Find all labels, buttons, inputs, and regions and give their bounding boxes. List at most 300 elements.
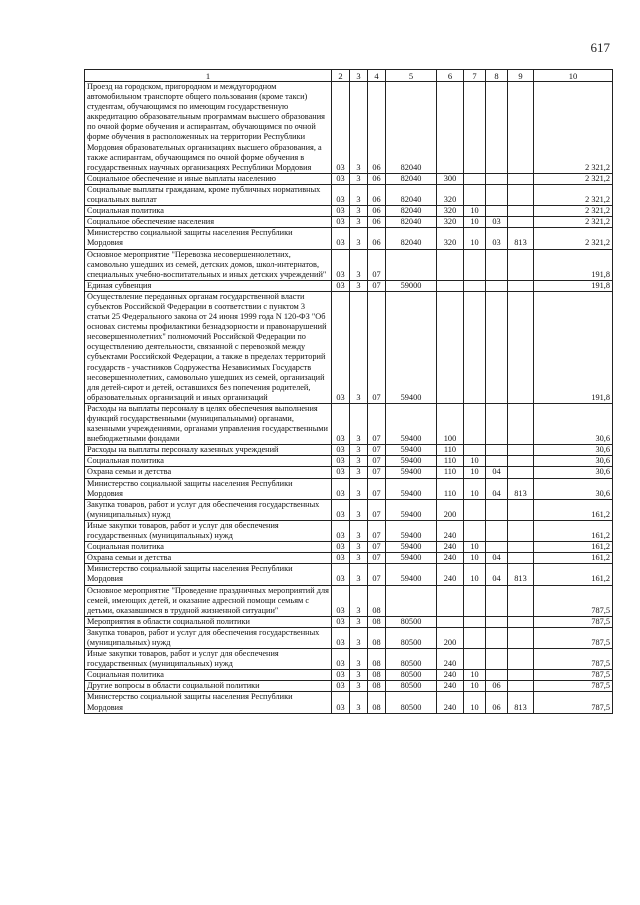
subprogram-code-cell: 3: [350, 553, 368, 564]
table-row: [85, 184, 613, 205]
activity-code-cell: 07: [368, 291, 386, 403]
section-cell: 10: [464, 670, 486, 681]
column-header: 5: [386, 70, 437, 82]
expense-type-cell: 320: [437, 217, 464, 228]
table-row: [85, 542, 613, 553]
section-cell: 10: [464, 478, 486, 499]
row-name-cell: Единая субвенция: [85, 280, 332, 291]
ministry-code-cell: 813: [508, 228, 534, 249]
expense-type-cell: 240: [437, 649, 464, 670]
subprogram-code-cell: 3: [350, 249, 368, 280]
subsection-cell: [486, 616, 508, 627]
subprogram-code-cell: 3: [350, 585, 368, 616]
subsection-cell: 06: [486, 681, 508, 692]
direction-code-cell: 80500: [386, 670, 437, 681]
expense-type-cell: 110: [437, 467, 464, 478]
section-code-cell: 03: [332, 520, 350, 541]
section-cell: [464, 403, 486, 444]
activity-code-cell: 08: [368, 681, 386, 692]
section-cell: [464, 291, 486, 403]
amount-cell: 30,6: [534, 478, 613, 499]
ministry-code-cell: [508, 499, 534, 520]
amount-cell: 787,5: [534, 616, 613, 627]
row-name-cell: Закупка товаров, работ и услуг для обеспечения государственных (муниципальных) нужд: [85, 499, 332, 520]
amount-cell: 30,6: [534, 456, 613, 467]
amount-cell: 161,2: [534, 564, 613, 585]
subsection-cell: [486, 585, 508, 616]
row-name-cell: Министерство социальной защиты населения Республики Мордовия: [85, 228, 332, 249]
section-cell: [464, 520, 486, 541]
expense-type-cell: [437, 249, 464, 280]
table-row: [85, 627, 613, 648]
row-name-cell: Расходы на выплаты персоналу в целях обеспечения выполнения функций государственными (муниципальными) органами, казенными учреждениями, органами управления государственными внебюджетными фондами: [85, 403, 332, 444]
ministry-code-cell: [508, 670, 534, 681]
expense-type-cell: [437, 280, 464, 291]
amount-cell: 787,5: [534, 681, 613, 692]
activity-code-cell: 08: [368, 627, 386, 648]
activity-code-cell: 07: [368, 553, 386, 564]
ministry-code-cell: [508, 649, 534, 670]
section-code-cell: 03: [332, 499, 350, 520]
section-code-cell: 03: [332, 249, 350, 280]
column-header: 1: [85, 70, 332, 82]
subsection-cell: [486, 627, 508, 648]
section-code-cell: 03: [332, 616, 350, 627]
subprogram-code-cell: 3: [350, 456, 368, 467]
expense-type-cell: 100: [437, 403, 464, 444]
column-header: 10: [534, 70, 613, 82]
activity-code-cell: 06: [368, 82, 386, 174]
expense-type-cell: [437, 82, 464, 174]
expense-type-cell: [437, 585, 464, 616]
direction-code-cell: 59400: [386, 456, 437, 467]
direction-code-cell: 59400: [386, 542, 437, 553]
row-name-cell: Иные закупки товаров, работ и услуг для обеспечения государственных (муниципальных) нужд: [85, 520, 332, 541]
activity-code-cell: 07: [368, 542, 386, 553]
ministry-code-cell: [508, 681, 534, 692]
amount-cell: 161,2: [534, 542, 613, 553]
ministry-code-cell: [508, 467, 534, 478]
expense-type-cell: 320: [437, 206, 464, 217]
section-cell: 10: [464, 217, 486, 228]
section-code-cell: 03: [332, 403, 350, 444]
amount-cell: 787,5: [534, 585, 613, 616]
row-name-cell: Охрана семьи и детства: [85, 553, 332, 564]
section-code-cell: 03: [332, 670, 350, 681]
direction-code-cell: 59400: [386, 467, 437, 478]
amount-cell: 161,2: [534, 520, 613, 541]
direction-code-cell: [386, 249, 437, 280]
amount-cell: 30,6: [534, 467, 613, 478]
ministry-code-cell: [508, 445, 534, 456]
activity-code-cell: 06: [368, 228, 386, 249]
ministry-code-cell: [508, 553, 534, 564]
section-code-cell: 03: [332, 280, 350, 291]
subprogram-code-cell: 3: [350, 616, 368, 627]
direction-code-cell: 59400: [386, 499, 437, 520]
section-cell: 10: [464, 456, 486, 467]
table-row: [85, 173, 613, 184]
ministry-code-cell: [508, 82, 534, 174]
amount-cell: 161,2: [534, 553, 613, 564]
row-name-cell: Социальное обеспечение и иные выплаты населению: [85, 173, 332, 184]
expense-type-cell: 200: [437, 499, 464, 520]
amount-cell: 191,8: [534, 291, 613, 403]
table-row: [85, 249, 613, 280]
table-row: [85, 403, 613, 444]
section-code-cell: 03: [332, 478, 350, 499]
direction-code-cell: 80500: [386, 681, 437, 692]
expense-type-cell: 110: [437, 445, 464, 456]
section-cell: [464, 649, 486, 670]
activity-code-cell: 08: [368, 585, 386, 616]
row-name-cell: Основное мероприятие "Проведение праздничных мероприятий для семей, имеющих детей, и оказание адресной помощи семьям с детьми, оказавшимся в трудной жизненной ситуации": [85, 585, 332, 616]
amount-cell: 2 321,2: [534, 217, 613, 228]
activity-code-cell: 06: [368, 206, 386, 217]
subsection-cell: 04: [486, 478, 508, 499]
section-code-cell: 03: [332, 217, 350, 228]
column-header: 4: [368, 70, 386, 82]
direction-code-cell: 59400: [386, 478, 437, 499]
subprogram-code-cell: 3: [350, 206, 368, 217]
activity-code-cell: 08: [368, 616, 386, 627]
expense-type-cell: 240: [437, 670, 464, 681]
table-row: [85, 478, 613, 499]
subprogram-code-cell: 3: [350, 280, 368, 291]
subsection-cell: 06: [486, 692, 508, 713]
activity-code-cell: 07: [368, 280, 386, 291]
subprogram-code-cell: 3: [350, 173, 368, 184]
ministry-code-cell: [508, 291, 534, 403]
subprogram-code-cell: 3: [350, 403, 368, 444]
section-cell: [464, 445, 486, 456]
section-code-cell: 03: [332, 173, 350, 184]
row-name-cell: Проезд на городском, пригородном и междугородном автомобильном транспорте общего пользования (кроме такси) студентам, обучающимся по имеющим государственную аккредитацию образовательным программам высшего образования по очной форме обучения и аспирантам, обучающимся по очной форме обучения в расположенных на территории Республики Мордовия образовательных организациях высшего образования, а также аспирантам, обучающимся по очной форме обучения в государственных научных организациях Республики Мордовия: [85, 82, 332, 174]
ministry-code-cell: [508, 206, 534, 217]
amount-cell: 30,6: [534, 403, 613, 444]
section-code-cell: 03: [332, 184, 350, 205]
budget-table: [84, 69, 613, 714]
direction-code-cell: 82040: [386, 82, 437, 174]
expense-type-cell: 240: [437, 520, 464, 541]
section-cell: [464, 499, 486, 520]
table-row: [85, 499, 613, 520]
activity-code-cell: 06: [368, 184, 386, 205]
row-name-cell: Иные закупки товаров, работ и услуг для обеспечения государственных (муниципальных) нужд: [85, 649, 332, 670]
expense-type-cell: 300: [437, 173, 464, 184]
table-row: [85, 228, 613, 249]
table-header-row: [85, 70, 613, 82]
subprogram-code-cell: 3: [350, 82, 368, 174]
section-cell: [464, 184, 486, 205]
subprogram-code-cell: 3: [350, 542, 368, 553]
section-code-cell: 03: [332, 82, 350, 174]
subprogram-code-cell: 3: [350, 291, 368, 403]
amount-cell: 2 321,2: [534, 173, 613, 184]
section-code-cell: 03: [332, 649, 350, 670]
table-row: [85, 280, 613, 291]
subsection-cell: [486, 206, 508, 217]
row-name-cell: Социальная политика: [85, 206, 332, 217]
row-name-cell: Охрана семьи и детства: [85, 467, 332, 478]
subsection-cell: [486, 82, 508, 174]
subprogram-code-cell: 3: [350, 520, 368, 541]
ministry-code-cell: [508, 627, 534, 648]
activity-code-cell: 07: [368, 499, 386, 520]
subsection-cell: 04: [486, 467, 508, 478]
section-code-cell: 03: [332, 564, 350, 585]
activity-code-cell: 06: [368, 173, 386, 184]
row-name-cell: Расходы на выплаты персоналу казенных учреждений: [85, 445, 332, 456]
row-name-cell: Министерство социальной защиты населения Республики Мордовия: [85, 692, 332, 713]
activity-code-cell: 07: [368, 249, 386, 280]
row-name-cell: Социальная политика: [85, 670, 332, 681]
subprogram-code-cell: 3: [350, 184, 368, 205]
direction-code-cell: 80500: [386, 649, 437, 670]
subprogram-code-cell: 3: [350, 649, 368, 670]
activity-code-cell: 08: [368, 670, 386, 681]
amount-cell: 30,6: [534, 445, 613, 456]
row-name-cell: Мероприятия в области социальной политики: [85, 616, 332, 627]
amount-cell: 787,5: [534, 627, 613, 648]
table-row: [85, 82, 613, 174]
section-code-cell: 03: [332, 467, 350, 478]
page-number: 617: [590, 40, 610, 55]
direction-code-cell: 80500: [386, 616, 437, 627]
ministry-code-cell: 813: [508, 692, 534, 713]
subsection-cell: [486, 542, 508, 553]
subprogram-code-cell: 3: [350, 692, 368, 713]
table-row: [85, 467, 613, 478]
column-header: 7: [464, 70, 486, 82]
subprogram-code-cell: 3: [350, 228, 368, 249]
section-code-cell: 03: [332, 445, 350, 456]
table-row: [85, 585, 613, 616]
expense-type-cell: 200: [437, 627, 464, 648]
table-row: [85, 681, 613, 692]
expense-type-cell: 240: [437, 681, 464, 692]
subsection-cell: [486, 445, 508, 456]
activity-code-cell: 07: [368, 520, 386, 541]
direction-code-cell: 59400: [386, 403, 437, 444]
table-row: [85, 217, 613, 228]
ministry-code-cell: [508, 456, 534, 467]
row-name-cell: Социальное обеспечение населения: [85, 217, 332, 228]
ministry-code-cell: 813: [508, 564, 534, 585]
section-cell: 10: [464, 542, 486, 553]
direction-code-cell: 82040: [386, 217, 437, 228]
row-name-cell: Социальные выплаты гражданам, кроме публичных нормативных социальных выплат: [85, 184, 332, 205]
subsection-cell: 03: [486, 228, 508, 249]
subprogram-code-cell: 3: [350, 681, 368, 692]
subsection-cell: [486, 520, 508, 541]
subsection-cell: [486, 456, 508, 467]
section-cell: 10: [464, 467, 486, 478]
row-name-cell: Социальная политика: [85, 542, 332, 553]
subprogram-code-cell: 3: [350, 670, 368, 681]
direction-code-cell: 59400: [386, 520, 437, 541]
activity-code-cell: 06: [368, 217, 386, 228]
expense-type-cell: 240: [437, 542, 464, 553]
table-row: [85, 445, 613, 456]
section-cell: 10: [464, 692, 486, 713]
section-cell: 10: [464, 206, 486, 217]
column-header: 8: [486, 70, 508, 82]
amount-cell: 787,5: [534, 649, 613, 670]
table-row: [85, 564, 613, 585]
table-row: [85, 456, 613, 467]
section-cell: [464, 616, 486, 627]
amount-cell: 2 321,2: [534, 228, 613, 249]
ministry-code-cell: [508, 184, 534, 205]
amount-cell: 191,8: [534, 249, 613, 280]
direction-code-cell: 82040: [386, 184, 437, 205]
ministry-code-cell: [508, 280, 534, 291]
subsection-cell: [486, 403, 508, 444]
subsection-cell: [486, 291, 508, 403]
amount-cell: 787,5: [534, 692, 613, 713]
ministry-code-cell: [508, 217, 534, 228]
column-header: 2: [332, 70, 350, 82]
activity-code-cell: 07: [368, 456, 386, 467]
subsection-cell: [486, 670, 508, 681]
table-row: [85, 206, 613, 217]
table-row: [85, 649, 613, 670]
ministry-code-cell: [508, 403, 534, 444]
row-name-cell: Другие вопросы в области социальной политики: [85, 681, 332, 692]
section-cell: 10: [464, 564, 486, 585]
expense-type-cell: 320: [437, 228, 464, 249]
direction-code-cell: 82040: [386, 228, 437, 249]
subsection-cell: 04: [486, 553, 508, 564]
subsection-cell: [486, 184, 508, 205]
table-row: [85, 291, 613, 403]
expense-type-cell: 110: [437, 478, 464, 499]
section-cell: [464, 173, 486, 184]
ministry-code-cell: [508, 616, 534, 627]
ministry-code-cell: [508, 585, 534, 616]
table-row: [85, 616, 613, 627]
subprogram-code-cell: 3: [350, 627, 368, 648]
section-cell: 10: [464, 681, 486, 692]
amount-cell: 161,2: [534, 499, 613, 520]
subsection-cell: [486, 499, 508, 520]
subsection-cell: [486, 173, 508, 184]
row-name-cell: Министерство социальной защиты населения Республики Мордовия: [85, 478, 332, 499]
section-cell: 10: [464, 228, 486, 249]
row-name-cell: Осуществление переданных органам государственной власти субъектов Российской Федерации в соответствии с пунктом 3 статьи 25 Федерального закона от 24 июня 1999 года N 120-ФЗ "Об основах системы профилактики безнадзорности и правонарушений несовершеннолетних" полномочий Российской Федерации по осуществлению деятельности, связанной с перевозкой между субъектами Российской Федерации, а также в пределах территорий государств - участников Содружества Независимых Государств несовершеннолетних, самовольно ушедших из семей, организаций для детей-сирот и детей, оставшихся без попечения родителей, образовательных организаций и иных организаций: [85, 291, 332, 403]
subprogram-code-cell: 3: [350, 467, 368, 478]
row-name-cell: Социальная политика: [85, 456, 332, 467]
subprogram-code-cell: 3: [350, 478, 368, 499]
section-cell: [464, 585, 486, 616]
ministry-code-cell: [508, 249, 534, 280]
section-cell: [464, 249, 486, 280]
direction-code-cell: 59400: [386, 564, 437, 585]
activity-code-cell: 08: [368, 692, 386, 713]
expense-type-cell: [437, 616, 464, 627]
subsection-cell: [486, 249, 508, 280]
activity-code-cell: 07: [368, 403, 386, 444]
expense-type-cell: 240: [437, 692, 464, 713]
amount-cell: 787,5: [534, 670, 613, 681]
expense-type-cell: 320: [437, 184, 464, 205]
direction-code-cell: 59400: [386, 291, 437, 403]
subprogram-code-cell: 3: [350, 445, 368, 456]
table-body: [85, 82, 613, 714]
section-code-cell: 03: [332, 542, 350, 553]
expense-type-cell: 110: [437, 456, 464, 467]
section-code-cell: 03: [332, 206, 350, 217]
direction-code-cell: 82040: [386, 206, 437, 217]
amount-cell: 2 321,2: [534, 82, 613, 174]
section-cell: [464, 627, 486, 648]
table-row: [85, 520, 613, 541]
section-cell: 10: [464, 553, 486, 564]
section-code-cell: 03: [332, 692, 350, 713]
section-code-cell: 03: [332, 681, 350, 692]
table-row: [85, 670, 613, 681]
direction-code-cell: 80500: [386, 692, 437, 713]
section-cell: [464, 280, 486, 291]
section-cell: [464, 82, 486, 174]
row-name-cell: Основное мероприятие "Перевозка несовершеннолетних, самовольно ушедших из семей, детских домов, школ-интернатов, специальных учебно-воспитательных и иных детских учреждений": [85, 249, 332, 280]
section-code-cell: 03: [332, 627, 350, 648]
expense-type-cell: 240: [437, 553, 464, 564]
subprogram-code-cell: 3: [350, 217, 368, 228]
subsection-cell: [486, 280, 508, 291]
column-header: 3: [350, 70, 368, 82]
column-header: 9: [508, 70, 534, 82]
section-code-cell: 03: [332, 456, 350, 467]
section-code-cell: 03: [332, 585, 350, 616]
table-row: [85, 553, 613, 564]
subsection-cell: 04: [486, 564, 508, 585]
expense-type-cell: [437, 291, 464, 403]
column-header: 6: [437, 70, 464, 82]
subsection-cell: [486, 649, 508, 670]
direction-code-cell: 59000: [386, 280, 437, 291]
amount-cell: 191,8: [534, 280, 613, 291]
activity-code-cell: 07: [368, 564, 386, 585]
section-code-cell: 03: [332, 291, 350, 403]
direction-code-cell: 80500: [386, 627, 437, 648]
activity-code-cell: 08: [368, 649, 386, 670]
direction-code-cell: 59400: [386, 445, 437, 456]
subprogram-code-cell: 3: [350, 499, 368, 520]
ministry-code-cell: [508, 520, 534, 541]
section-code-cell: 03: [332, 228, 350, 249]
expense-type-cell: 240: [437, 564, 464, 585]
row-name-cell: Закупка товаров, работ и услуг для обеспечения государственных (муниципальных) нужд: [85, 627, 332, 648]
activity-code-cell: 07: [368, 467, 386, 478]
ministry-code-cell: [508, 173, 534, 184]
subsection-cell: 03: [486, 217, 508, 228]
ministry-code-cell: 813: [508, 478, 534, 499]
activity-code-cell: 07: [368, 478, 386, 499]
row-name-cell: Министерство социальной защиты населения Республики Мордовия: [85, 564, 332, 585]
ministry-code-cell: [508, 542, 534, 553]
table-row: [85, 692, 613, 713]
direction-code-cell: 82040: [386, 173, 437, 184]
section-code-cell: 03: [332, 553, 350, 564]
amount-cell: 2 321,2: [534, 206, 613, 217]
amount-cell: 2 321,2: [534, 184, 613, 205]
direction-code-cell: [386, 585, 437, 616]
direction-code-cell: 59400: [386, 553, 437, 564]
activity-code-cell: 07: [368, 445, 386, 456]
subprogram-code-cell: 3: [350, 564, 368, 585]
